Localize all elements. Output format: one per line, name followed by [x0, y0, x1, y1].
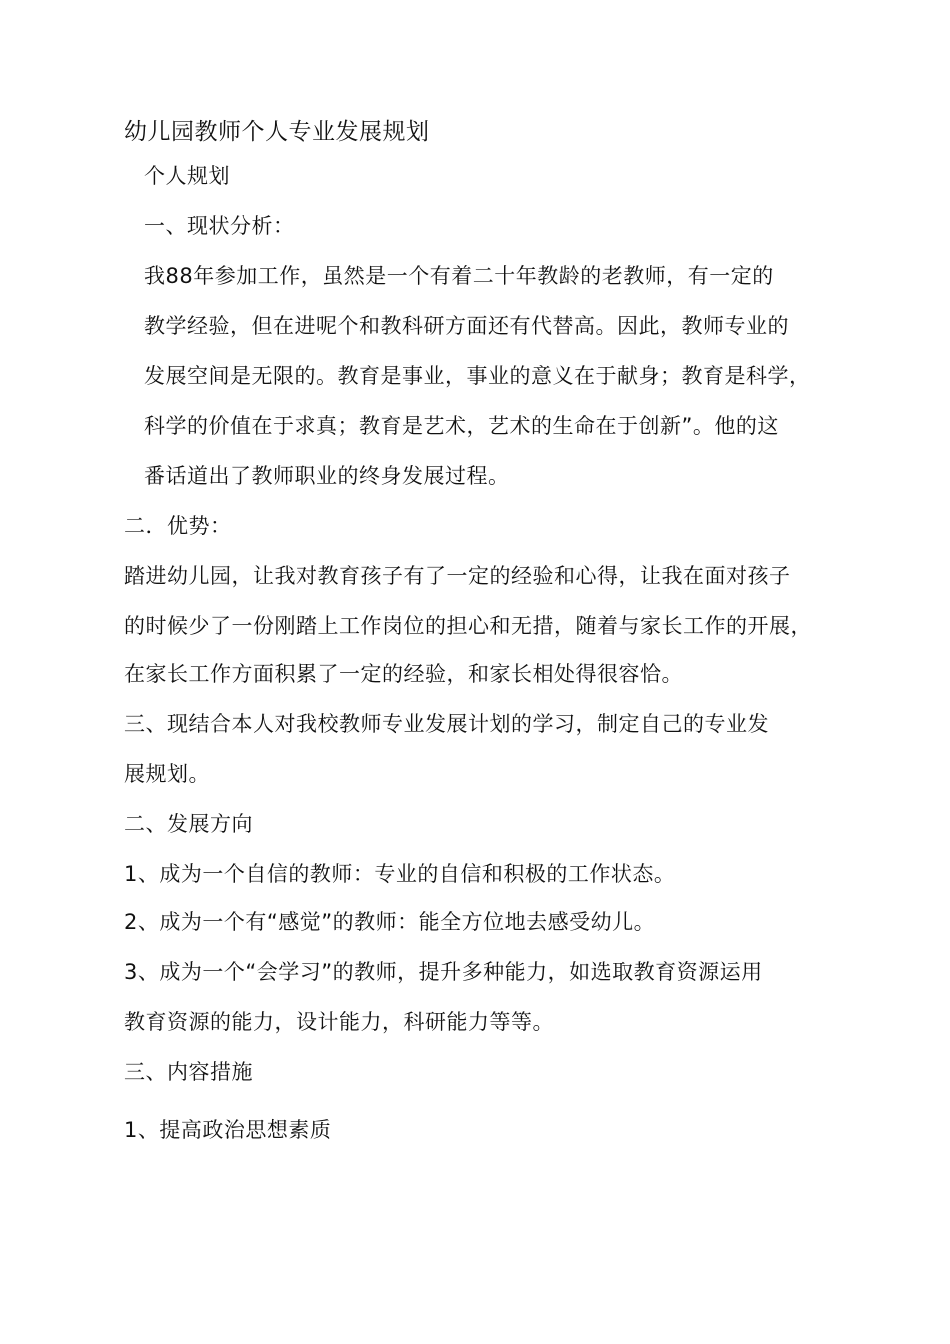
document-subtitle: 个人规划	[144, 164, 230, 188]
section1-line: 发展空间是无限的。教育是事业，事业的意义在于献身；教育是科学，	[144, 364, 811, 388]
section3-line: 三、现结合本人对我校教师专业发展计划的学习，制定自己的专业发	[124, 712, 769, 736]
direction-item: 教育资源的能力，设计能力，科研能力等等。	[124, 1010, 554, 1034]
section2-heading: 二．优势：	[124, 514, 232, 538]
measures-heading: 三、内容措施	[124, 1060, 253, 1084]
section1-heading: 一、现状分析：	[144, 214, 295, 238]
direction-heading: 二、发展方向	[124, 812, 253, 836]
section2-line: 的时候少了一份刚踏上工作岗位的担心和无措，随着与家长工作的开展，	[124, 614, 812, 638]
section3-line: 展规划。	[124, 762, 210, 786]
section1-line: 教学经验，但在进呢个和教科研方面还有代替高。因此，教师专业的	[144, 314, 789, 338]
section1-line: 科学的价值在于求真；教育是艺术，艺术的生命在于创新”。他的这	[144, 414, 779, 438]
section2-line: 在家长工作方面积累了一定的经验，和家长相处得很容恰。	[124, 662, 683, 686]
direction-item: 1、成为一个自信的教师：专业的自信和积极的工作状态。	[124, 862, 676, 886]
direction-item: 2、成为一个有“感觉”的教师：能全方位地去感受幼儿。	[124, 910, 656, 934]
direction-item: 3、成为一个“会学习”的教师，提升多种能力，如选取教育资源运用	[124, 960, 763, 984]
measures-item: 1、提高政治思想素质	[124, 1118, 332, 1142]
section2-line: 踏进幼儿园，让我对教育孩子有了一定的经验和心得，让我在面对孩子	[124, 564, 791, 588]
document-title: 幼儿园教师个人专业发展规划	[124, 119, 430, 145]
section1-line: 番话道出了教师职业的终身发展过程。	[144, 464, 510, 488]
section1-line: 我88年参加工作，虽然是一个有着二十年教龄的老教师，有一定的	[144, 264, 774, 288]
